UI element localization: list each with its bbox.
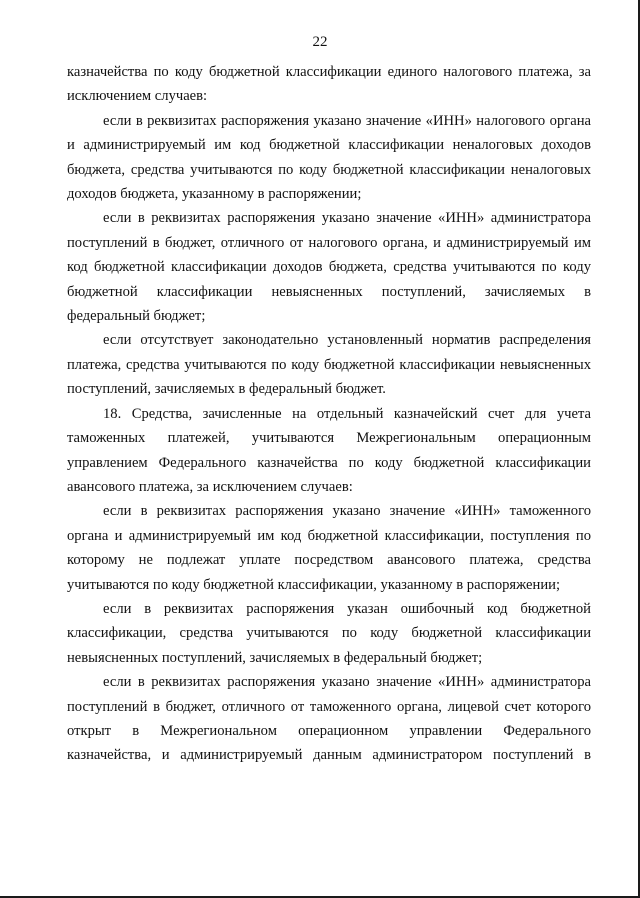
paragraph: если в реквизитах распоряжения указано значение «ИНН» администратора поступлений в бюджет, отличного от таможенного органа, лицевой счет которого открыт в Межрегиональном операционном управлении Федерального казначейства, и администрируемый данным администратором поступлений в (67, 674, 591, 764)
paragraph: если в реквизитах распоряжения указано значение «ИНН» администратора поступлений в бюджет, отличного от налогового органа, и администрируемый им код бюджетной классификации доходов бюджета, средства учитываются по коду бюджетной классификации невыясненных поступлений, зачисляемых в федеральный бюджет; (67, 210, 591, 325)
paragraph: казначейства по коду бюджетной классификации единого налогового платежа, за исключением случаев: (67, 64, 591, 105)
paragraph: если в реквизитах распоряжения указан ошибочный код бюджетной классификации, средства учитываются по коду бюджетной классификации невыясненных поступлений, зачисляемых в федеральный бюджет; (67, 600, 591, 666)
page-number: 22 (312, 34, 328, 50)
paragraph: 18. Средства, зачисленные на отдельный казначейский счет для учета таможенных платежей, учитываются Межрегиональным операционным управлением Федерального казначейства по коду бюджетной классификации авансового платежа, за исключением случаев: (67, 405, 591, 495)
paragraph: если в реквизитах распоряжения указано значение «ИНН» налогового органа и администрируемый им код бюджетной классификации неналоговых доходов бюджета, средства учитываются по коду бюджетной классификации неналоговых доходов бюджета, указанному в распоряжении; (67, 112, 591, 203)
document-body (67, 60, 591, 768)
paragraph: если отсутствует законодательно установленный норматив распределения платежа, средства учитываются по коду бюджетной классификации невыясненных поступлений, зачисляемых в федеральный бюджет. (67, 332, 591, 398)
paragraph: если в реквизитах распоряжения указано значение «ИНН» таможенного органа и администрируемый им код бюджетной классификации, поступления по которому не подлежат уплате посредством авансового платежа, средства учитываются по коду бюджетной классификации, указанному в распоряжении; (67, 503, 591, 593)
